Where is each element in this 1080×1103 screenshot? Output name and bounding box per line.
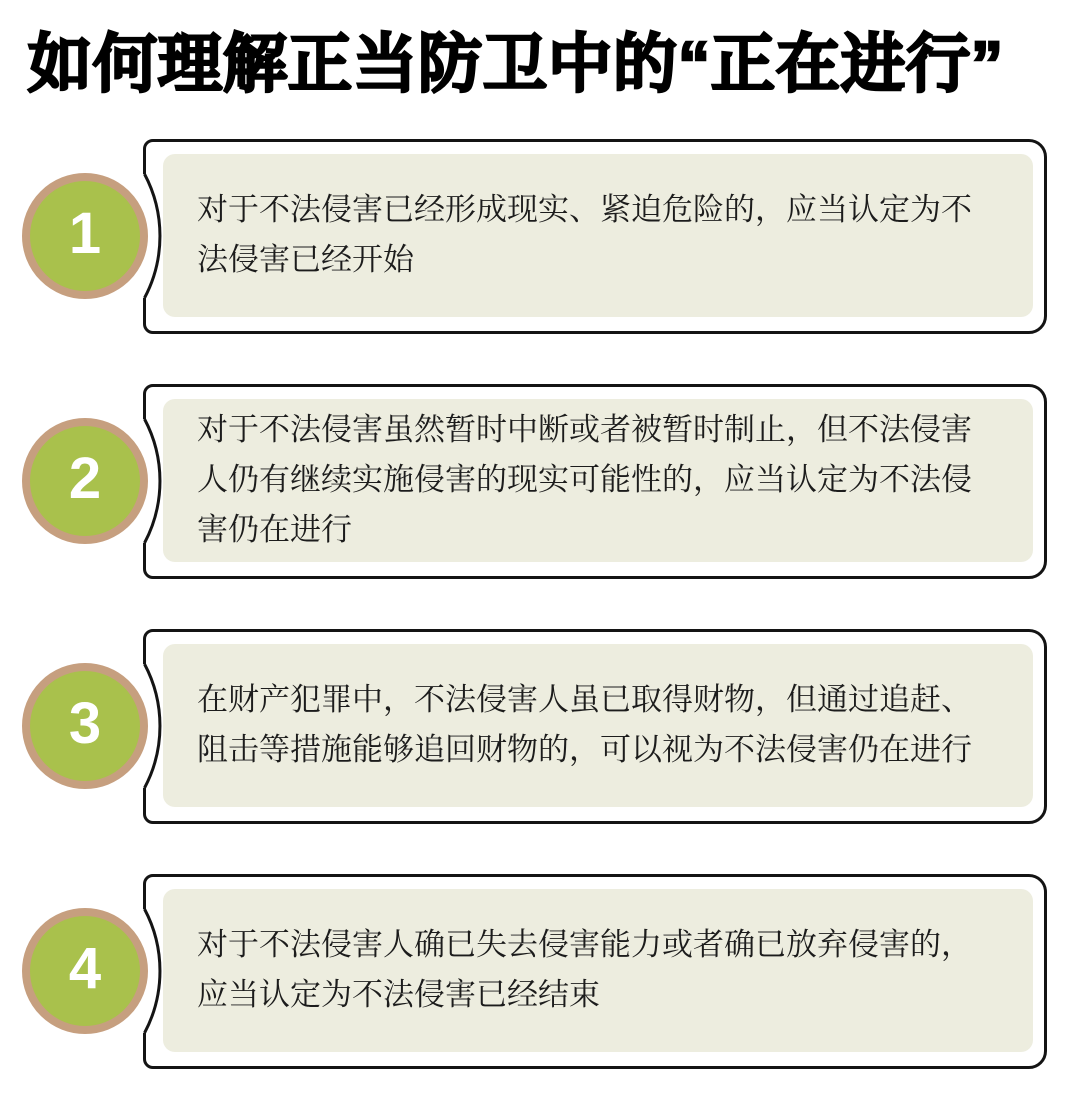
step-card [143, 139, 1047, 334]
step-text: 对于不法侵害虽然暂时中断或者被暂时制止，但不法侵害人仍有继续实施侵害的现实可能性的，应当认定为不法侵害仍在进行 [197, 412, 972, 548]
step-list [0, 139, 1080, 1069]
step-number-label: 1 [68, 201, 102, 267]
step-card [143, 874, 1047, 1069]
card-panel [163, 399, 1033, 562]
step-card [143, 384, 1047, 579]
card-panel [163, 154, 1033, 317]
step-card [143, 629, 1047, 824]
step-number-badge [22, 173, 148, 299]
step-text: 在财产犯罪中，不法侵害人虽已取得财物，但通过追赶、阻击等措施能够追回财物的，可以视为不法侵害仍在进行 [197, 682, 972, 768]
step-item-4 [0, 874, 1047, 1069]
step-text: 对于不法侵害人确已失去侵害能力或者确已放弃侵害的，应当认定为不法侵害已经结束 [197, 927, 972, 1013]
step-number-label: 2 [68, 446, 102, 512]
card-panel [163, 644, 1033, 807]
step-text: 对于不法侵害已经形成现实、紧迫危险的，应当认定为不法侵害已经开始 [197, 192, 972, 278]
step-item-2 [0, 384, 1047, 579]
step-item-1 [0, 139, 1047, 334]
step-number-label: 3 [68, 691, 102, 757]
step-item-3 [0, 629, 1047, 824]
step-number-badge [22, 908, 148, 1034]
step-number-badge [22, 418, 148, 544]
page-title: 如何理解正当防卫中的“正在进行” [28, 28, 1004, 100]
card-panel [163, 889, 1033, 1052]
step-number-badge [22, 663, 148, 789]
step-number-label: 4 [68, 936, 102, 1002]
